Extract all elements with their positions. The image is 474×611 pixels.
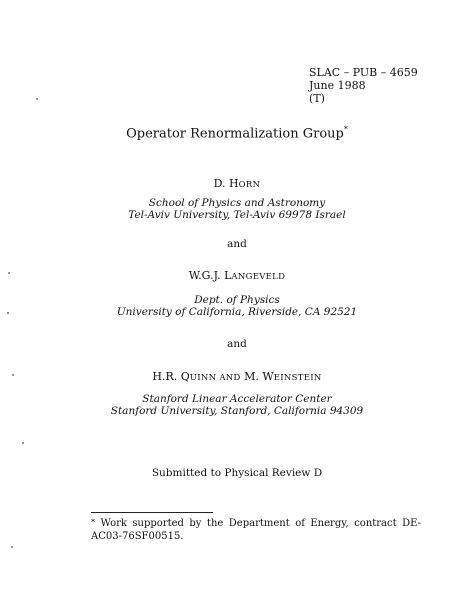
author-name	[0, 269, 474, 282]
author-affiliation-line1: Stanford Linear Accelerator Center	[142, 393, 332, 405]
footnote-text: Work supported by the Department of Energy, contract DE-AC03-76SF00515.	[91, 518, 421, 542]
title-footnote-mark: *	[343, 125, 348, 134]
and-separator: and	[227, 338, 247, 350]
author-name-rest: ORN	[238, 180, 261, 190]
report-header	[309, 66, 418, 105]
scan-speck	[36, 98, 38, 100]
paper-title-text: Operator Renormalization Group	[126, 126, 344, 142]
author-name-initial: W.G.J. L	[188, 269, 232, 282]
author-affiliation-line1: School of Physics and Astronomy	[148, 197, 326, 209]
author-name-mid: UINN AND	[189, 373, 241, 383]
author-name	[0, 370, 474, 383]
report-category: (T)	[309, 92, 325, 105]
author-affiliation-line1: Dept. of Physics	[194, 294, 280, 306]
paper-title	[0, 125, 474, 141]
author-name-initial: D. H	[213, 177, 239, 190]
scan-speck	[8, 272, 10, 274]
scan-speck	[11, 546, 13, 548]
footnote	[91, 517, 421, 543]
and-separator: and	[227, 238, 247, 250]
author-name-rest: ANGEVELD	[231, 272, 286, 282]
footnote-rule	[91, 512, 213, 513]
scan-speck	[22, 442, 24, 444]
scan-speck	[7, 312, 9, 314]
author-affiliation-line2: Stanford University, Stanford, California 94309	[110, 405, 364, 417]
footnote-mark: *	[91, 518, 95, 527]
author-name-initial: H.R. Q	[152, 370, 190, 383]
author-name	[0, 177, 474, 190]
author-affiliation-line2: University of California, Riverside, CA 92521	[116, 306, 358, 318]
report-date: June 1988	[309, 79, 366, 92]
author-name-initial2: M. W	[244, 370, 274, 383]
submission-note: Submitted to Physical Review D	[151, 467, 323, 479]
author-affiliation-line2: Tel-Aviv University, Tel-Aviv 69978 Israel	[128, 209, 346, 221]
report-number: SLAC – PUB – 4659	[309, 66, 418, 79]
author-name-rest: EINSTEIN	[273, 373, 322, 383]
scan-speck	[12, 374, 14, 376]
